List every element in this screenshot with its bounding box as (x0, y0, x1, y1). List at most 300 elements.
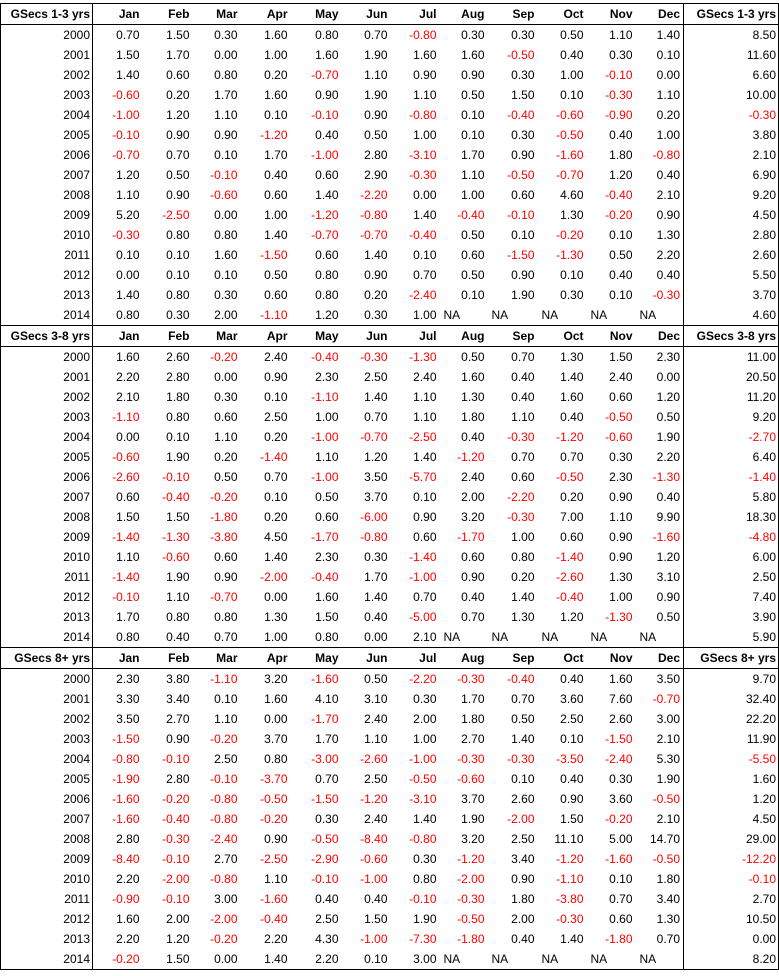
value-cell: 0.40 (560, 772, 584, 786)
month-header: Aug (440, 4, 488, 25)
section-title: GSecs 8+ yrs (1, 648, 93, 669)
value-cell: 4.10 (315, 692, 339, 706)
value-cell: 2.40 (364, 712, 388, 726)
value-cell: 0.80 (315, 268, 339, 282)
value-cell: 0.80 (214, 610, 238, 624)
table-row (1, 265, 779, 285)
total-cell: 5.90 (684, 627, 779, 648)
value-cell: 1.90 (511, 288, 535, 302)
value-cell: 0.50 (364, 672, 388, 686)
value-cell: 2.40 (609, 370, 633, 384)
value-cell: -1.10 (311, 390, 339, 404)
value-cell: -0.70 (360, 430, 388, 444)
month-header: Mar (193, 4, 241, 25)
value-cell: 1.20 (364, 450, 388, 464)
value-cell: -0.40 (457, 208, 485, 222)
value-cell: 0.50 (511, 712, 535, 726)
year-cell: 2014 (1, 305, 93, 326)
total-cell: 2.70 (684, 889, 779, 909)
value-cell: -2.60 (556, 570, 584, 584)
value-cell: 0.90 (315, 88, 339, 102)
month-header: Jun (342, 326, 391, 347)
month-header: Nov (587, 648, 636, 669)
value-cell: -1.00 (112, 108, 140, 122)
table-row (1, 145, 779, 165)
value-cell: 0.10 (342, 949, 391, 970)
value-cell: 4.60 (560, 188, 584, 202)
value-cell: 11.10 (554, 832, 584, 846)
total-cell: -2.70 (684, 427, 779, 447)
value-cell: 2.20 (116, 872, 140, 886)
value-cell: 1.60 (461, 370, 485, 384)
value-cell: 0.10 (560, 268, 584, 282)
total-cell: 4.50 (684, 809, 779, 829)
value-cell: 0.80 (166, 288, 190, 302)
value-cell: 0.90 (560, 792, 584, 806)
table-row (1, 367, 779, 387)
total-cell: 6.40 (684, 447, 779, 467)
value-cell: 2.60 (166, 350, 190, 364)
value-cell: -0.50 (652, 792, 680, 806)
value-cell: 0.80 (93, 627, 146, 648)
value-cell: 0.40 (560, 672, 584, 686)
section-header-row (1, 4, 779, 25)
value-cell: 0.10 (413, 490, 437, 504)
value-cell: 1.00 (264, 208, 288, 222)
year-cell: 2001 (1, 367, 93, 387)
value-cell: 0.90 (461, 68, 485, 82)
value-cell: 0.70 (413, 590, 437, 604)
value-cell: 1.20 (656, 550, 680, 564)
value-cell: -0.70 (556, 168, 584, 182)
value-cell: 0.30 (146, 305, 193, 326)
year-cell: 2001 (1, 689, 93, 709)
value-cell: 2.10 (656, 812, 680, 826)
value-cell: -0.70 (112, 148, 140, 162)
value-cell: 0.60 (461, 550, 485, 564)
year-cell: 2012 (1, 587, 93, 607)
value-cell: -0.90 (112, 892, 140, 906)
value-cell: 0.60 (214, 550, 238, 564)
value-cell: -2.20 (507, 490, 535, 504)
total-cell: 10.00 (684, 85, 779, 105)
value-cell: -0.30 (457, 672, 485, 686)
value-cell: 3.50 (656, 672, 680, 686)
value-cell: 2.80 (166, 370, 190, 384)
value-cell: 3.50 (116, 712, 140, 726)
value-cell: -1.00 (360, 872, 388, 886)
value-cell: 0.10 (214, 148, 238, 162)
value-cell: -7.30 (409, 932, 437, 946)
value-cell: -0.30 (360, 350, 388, 364)
value-cell: 1.60 (264, 88, 288, 102)
value-cell: 0.90 (264, 832, 288, 846)
value-cell: -0.10 (162, 470, 190, 484)
value-cell: 0.50 (315, 490, 339, 504)
value-cell: 2.50 (214, 752, 238, 766)
value-cell: -0.50 (409, 772, 437, 786)
value-cell: 1.50 (560, 812, 584, 826)
value-cell: -0.80 (409, 832, 437, 846)
value-cell: -0.30 (507, 752, 535, 766)
value-cell: 1.80 (609, 148, 633, 162)
value-cell: 0.40 (609, 128, 633, 142)
returns-table-container (0, 3, 778, 970)
value-cell: 0.60 (609, 912, 633, 926)
month-header: Jul (391, 326, 440, 347)
year-cell: 2006 (1, 145, 93, 165)
table-row (1, 627, 779, 648)
month-header: Apr (241, 326, 291, 347)
value-cell: 1.70 (364, 570, 388, 584)
value-cell: 1.80 (656, 872, 680, 886)
year-cell: 2012 (1, 265, 93, 285)
month-header: Feb (146, 326, 193, 347)
table-row (1, 387, 779, 407)
value-cell: 1.60 (116, 350, 140, 364)
value-cell: -8.40 (112, 852, 140, 866)
value-cell: 0.80 (264, 752, 288, 766)
month-header: Apr (241, 648, 291, 669)
value-cell: 1.10 (315, 450, 339, 464)
table-row (1, 45, 779, 65)
value-cell: 0.50 (214, 470, 238, 484)
value-cell: 1.00 (241, 627, 291, 648)
value-cell: 1.60 (315, 48, 339, 62)
value-cell: -0.40 (311, 570, 339, 584)
value-cell: 2.50 (315, 912, 339, 926)
value-cell: 1.10 (116, 188, 140, 202)
value-cell: 14.70 (649, 832, 680, 846)
value-cell: 0.70 (264, 470, 288, 484)
month-header: Jul (391, 4, 440, 25)
value-cell: 1.80 (511, 892, 535, 906)
value-cell: 0.90 (511, 148, 535, 162)
value-cell: -0.20 (210, 490, 238, 504)
value-cell: 0.90 (511, 268, 535, 282)
value-cell: -1.80 (210, 510, 238, 524)
month-header: May (291, 326, 342, 347)
value-cell: -2.40 (210, 832, 238, 846)
value-cell: 2.20 (116, 370, 140, 384)
value-cell: 2.60 (609, 712, 633, 726)
total-cell: 3.70 (684, 285, 779, 305)
value-cell: -2.40 (605, 752, 633, 766)
value-cell: NA (538, 627, 587, 648)
value-cell: 1.70 (461, 692, 485, 706)
value-cell: -8.40 (360, 832, 388, 846)
value-cell: 1.30 (656, 912, 680, 926)
value-cell: 1.40 (560, 370, 584, 384)
month-header: Aug (440, 648, 488, 669)
total-cell: 9.70 (684, 669, 779, 690)
value-cell: 1.10 (364, 68, 388, 82)
value-cell: 1.10 (413, 88, 437, 102)
value-cell: 3.70 (461, 792, 485, 806)
total-cell: 1.60 (684, 769, 779, 789)
value-cell: 1.10 (116, 550, 140, 564)
value-cell: 1.10 (364, 732, 388, 746)
value-cell: 2.30 (609, 470, 633, 484)
value-cell: -0.10 (409, 892, 437, 906)
value-cell: NA (538, 305, 587, 326)
value-cell: 0.90 (461, 570, 485, 584)
total-cell: 32.40 (684, 689, 779, 709)
value-cell: 0.90 (609, 490, 633, 504)
value-cell: 1.30 (511, 610, 535, 624)
value-cell: 0.90 (166, 732, 190, 746)
value-cell: 3.70 (364, 490, 388, 504)
value-cell: -0.10 (311, 108, 339, 122)
value-cell: 0.50 (461, 88, 485, 102)
value-cell: NA (636, 305, 684, 326)
value-cell: 0.90 (511, 872, 535, 886)
value-cell: 0.70 (511, 350, 535, 364)
value-cell: 2.00 (461, 490, 485, 504)
section-header-row (1, 326, 779, 347)
value-cell: 0.50 (264, 268, 288, 282)
value-cell: 1.40 (364, 390, 388, 404)
value-cell: 1.20 (166, 932, 190, 946)
value-cell: 0.60 (166, 68, 190, 82)
value-cell: 0.10 (511, 228, 535, 242)
value-cell: -2.00 (507, 812, 535, 826)
value-cell: -1.70 (311, 712, 339, 726)
value-cell: 1.70 (315, 732, 339, 746)
value-cell: NA (488, 627, 538, 648)
value-cell: -0.20 (260, 812, 288, 826)
value-cell: -1.70 (311, 530, 339, 544)
value-cell: -1.60 (112, 792, 140, 806)
value-cell: 3.80 (166, 672, 190, 686)
value-cell: 2.10 (116, 390, 140, 404)
table-row (1, 487, 779, 507)
year-cell: 2006 (1, 789, 93, 809)
value-cell: 2.20 (656, 450, 680, 464)
value-cell: 0.90 (413, 68, 437, 82)
value-cell: 4.50 (264, 530, 288, 544)
value-cell: 0.50 (166, 168, 190, 182)
year-cell: 2009 (1, 205, 93, 225)
value-cell: 1.80 (461, 712, 485, 726)
value-cell: 0.00 (214, 370, 238, 384)
section-title: GSecs 1-3 yrs (1, 4, 93, 25)
value-cell: 1.00 (413, 732, 437, 746)
value-cell: 1.90 (364, 88, 388, 102)
table-row (1, 587, 779, 607)
total-cell: 3.90 (684, 607, 779, 627)
value-cell: 0.10 (609, 228, 633, 242)
value-cell: 1.60 (315, 590, 339, 604)
year-cell: 2006 (1, 467, 93, 487)
value-cell: 0.10 (264, 390, 288, 404)
value-cell: -0.20 (162, 792, 190, 806)
value-cell: 0.60 (413, 530, 437, 544)
value-cell: 0.40 (364, 610, 388, 624)
value-cell: 0.40 (511, 932, 535, 946)
value-cell: 0.80 (93, 305, 146, 326)
value-cell: 0.40 (146, 627, 193, 648)
value-cell: 3.70 (264, 732, 288, 746)
total-cell: 9.20 (684, 185, 779, 205)
value-cell: 0.80 (214, 228, 238, 242)
value-cell: 0.40 (656, 168, 680, 182)
value-cell: 0.40 (656, 268, 680, 282)
value-cell: 3.30 (116, 692, 140, 706)
month-header: Sep (488, 648, 538, 669)
month-header: Mar (193, 648, 241, 669)
value-cell: -0.40 (605, 188, 633, 202)
total-cell: 11.60 (684, 45, 779, 65)
value-cell: 1.50 (146, 949, 193, 970)
value-cell: 1.10 (511, 410, 535, 424)
value-cell: -1.40 (556, 550, 584, 564)
value-cell: -1.40 (112, 570, 140, 584)
value-cell: 0.10 (461, 288, 485, 302)
value-cell: 1.10 (413, 390, 437, 404)
table-row (1, 929, 779, 949)
value-cell: 2.50 (364, 370, 388, 384)
month-header: Dec (636, 648, 684, 669)
value-cell: -1.00 (311, 148, 339, 162)
value-cell: 0.30 (214, 288, 238, 302)
year-cell: 2003 (1, 407, 93, 427)
table-row (1, 185, 779, 205)
value-cell: -1.40 (112, 530, 140, 544)
value-cell: 1.00 (609, 590, 633, 604)
value-cell: 0.70 (461, 610, 485, 624)
value-cell: 2.80 (364, 148, 388, 162)
value-cell: 0.00 (214, 48, 238, 62)
value-cell: 1.70 (166, 48, 190, 62)
value-cell: 1.40 (413, 208, 437, 222)
month-header: Oct (538, 648, 587, 669)
month-header: Sep (488, 4, 538, 25)
value-cell: 0.20 (214, 450, 238, 464)
value-cell: -3.00 (311, 752, 339, 766)
value-cell: -0.20 (605, 812, 633, 826)
value-cell: 0.40 (264, 168, 288, 182)
value-cell: 5.20 (116, 208, 140, 222)
value-cell: 0.10 (609, 288, 633, 302)
value-cell: 1.10 (656, 88, 680, 102)
value-cell: 2.80 (116, 832, 140, 846)
value-cell: -0.30 (507, 430, 535, 444)
value-cell: 2.30 (315, 370, 339, 384)
value-cell: -1.20 (556, 852, 584, 866)
total-cell: 2.10 (684, 145, 779, 165)
table-row (1, 245, 779, 265)
value-cell: -5.00 (409, 610, 437, 624)
value-cell: 0.70 (413, 268, 437, 282)
value-cell: 2.70 (166, 712, 190, 726)
value-cell: 0.80 (214, 68, 238, 82)
value-cell: 0.30 (342, 305, 391, 326)
month-header: Jun (342, 4, 391, 25)
value-cell: 0.10 (214, 268, 238, 282)
value-cell: 2.40 (364, 812, 388, 826)
value-cell: 0.00 (342, 627, 391, 648)
year-cell: 2003 (1, 85, 93, 105)
total-cell: 8.20 (684, 949, 779, 970)
table-row (1, 689, 779, 709)
year-cell: 2004 (1, 105, 93, 125)
month-header: Aug (440, 326, 488, 347)
year-cell: 2009 (1, 527, 93, 547)
value-cell: -3.80 (210, 530, 238, 544)
month-header: Jan (93, 326, 146, 347)
value-cell: -0.40 (162, 812, 190, 826)
total-cell: 10.50 (684, 909, 779, 929)
value-cell: 1.40 (364, 590, 388, 604)
value-cell: 3.60 (609, 792, 633, 806)
value-cell: -0.60 (605, 430, 633, 444)
value-cell: -1.40 (409, 550, 437, 564)
value-cell: -1.60 (605, 852, 633, 866)
value-cell: -0.30 (507, 510, 535, 524)
value-cell: 0.90 (166, 188, 190, 202)
value-cell: 1.30 (609, 570, 633, 584)
value-cell: -0.10 (162, 752, 190, 766)
value-cell: 7.60 (609, 692, 633, 706)
value-cell: -0.40 (162, 490, 190, 504)
total-cell: 4.60 (684, 305, 779, 326)
year-cell: 2004 (1, 427, 93, 447)
value-cell: 0.20 (656, 108, 680, 122)
value-cell: -0.60 (162, 550, 190, 564)
value-cell: -0.20 (210, 732, 238, 746)
value-cell: 2.50 (560, 712, 584, 726)
total-cell: 20.50 (684, 367, 779, 387)
value-cell: -0.60 (556, 108, 584, 122)
value-cell: 0.40 (511, 370, 535, 384)
value-cell: -0.20 (556, 228, 584, 242)
table-row (1, 909, 779, 929)
value-cell: 0.00 (193, 949, 241, 970)
value-cell: 3.40 (656, 892, 680, 906)
table-row (1, 105, 779, 125)
value-cell: 1.60 (116, 912, 140, 926)
value-cell: -0.50 (605, 410, 633, 424)
value-cell: 3.50 (364, 470, 388, 484)
month-header: Jul (391, 648, 440, 669)
table-row (1, 829, 779, 849)
month-header: Jan (93, 648, 146, 669)
value-cell: 0.60 (264, 288, 288, 302)
value-cell: 2.50 (364, 772, 388, 786)
value-cell: -0.80 (210, 812, 238, 826)
value-cell: -0.40 (260, 912, 288, 926)
value-cell: 1.40 (511, 732, 535, 746)
value-cell: -0.60 (360, 852, 388, 866)
value-cell: -0.70 (652, 692, 680, 706)
value-cell: -0.30 (409, 168, 437, 182)
value-cell: -0.20 (210, 350, 238, 364)
value-cell: 0.10 (609, 872, 633, 886)
value-cell: -0.20 (605, 208, 633, 222)
value-cell: 2.00 (193, 305, 241, 326)
table-row (1, 749, 779, 769)
total-cell: 29.00 (684, 829, 779, 849)
value-cell: -0.70 (311, 68, 339, 82)
value-cell: -2.50 (162, 208, 190, 222)
year-cell: 2014 (1, 949, 93, 970)
value-cell: -1.00 (311, 470, 339, 484)
table-row (1, 769, 779, 789)
value-cell: 0.10 (461, 108, 485, 122)
table-row (1, 527, 779, 547)
value-cell: -2.00 (162, 872, 190, 886)
